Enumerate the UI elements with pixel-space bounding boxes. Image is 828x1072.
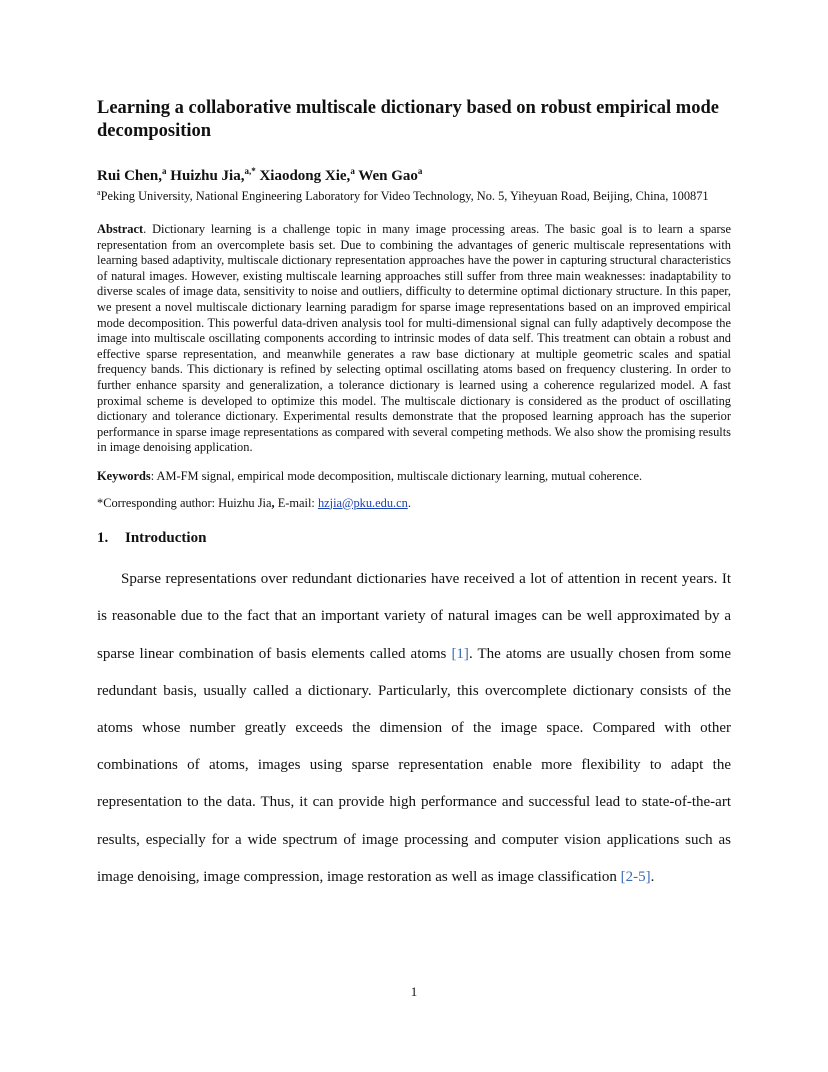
keywords-text: : AM-FM signal, empirical mode decomposition, multiscale dictionary learning, mutual coherence. — [150, 468, 643, 483]
corresponding-separator: , — [271, 495, 275, 510]
intro-paragraph — [97, 561, 731, 896]
author-list — [97, 167, 731, 185]
email-link[interactable]: hzjia@pku.edu.cn — [317, 495, 408, 510]
citation-link[interactable]: [2-5] — [620, 868, 651, 885]
paragraph-text: Sparse representations over redundant dictionaries have received a lot of attention in recent years. It is reasonable due to the fact that an important variety of natural images can be well approximated by a sparse linear combination of basis elements called atoms — [97, 571, 731, 662]
author-name: Wen Gao — [358, 168, 418, 184]
corresponding-author-name: *Corresponding author: Huizhu Jia — [97, 495, 272, 510]
author-affiliation-mark: a,* — [244, 166, 256, 176]
paragraph-text: . — [650, 868, 655, 885]
paragraph-text: . The atoms are usually chosen from some redundant basis, usually called a dictionary. Particularly, this overcomplete dictionary consists of the atoms whose number greatly exceeds the dimension of the image space. Compared with other combinations of atoms, images using sparse representation enable more flexibility to adapt the representation to the data. Thus, it can provide high performance and successful lead to state-of-the-art results, especially for a wide spectrum of image processing and computer vision applications such as image denoising, image compression, image restoration as well as image classification — [97, 645, 732, 885]
keywords-label: Keywords — [97, 468, 151, 483]
abstract-label: Abstract — [97, 222, 144, 236]
paper-page — [97, 97, 731, 911]
keywords — [97, 469, 731, 485]
author-affiliation-mark: a — [417, 166, 423, 176]
abstract-text: . Dictionary learning is a challenge topic in many image processing areas. The basic goal is to learn a sparse representation from an overcomplete basis set. Due to combining the advantages of generic multiscale representations with learning based adaptivity, multiscale dictionary representation approaches have the power in capturing structural characteristics of natural images. However, existing multiscale learning approaches still suffer from three main weaknesses: inadaptability to diverse scales of image data, sensitivity to noise and outliers, difficulty to determine optimal dictionary structure. In this paper, we present a novel multiscale dictionary learning paradigm for sparse image representations based on an improved empirical mode decomposition. This powerful data-driven analysis tool for multi-dimensional signal can fully adaptively decompose the image into multiscale oscillating components according to intrinsic modes of data self. This treatment can obtain a robust and effective sparse representation, and meanwhile generates a raw base dictionary at multiple geometric scales and spatial frequency bands. This dictionary is refined by selecting optimal oscillating atoms based on frequency clustering. In order to further enhance sparsity and generalization, a tolerance dictionary is learned using a coherence regularized model. A fast proximal scheme is developed to optimize this model. The multiscale dictionary is considered as the product of oscillating dictionary and tolerance dictionary. Experimental results demonstrate that the proposed learning approach has the superior performance in sparse image representations as compared with several competing methods. We also show the promising results in image denoising application. — [97, 222, 731, 455]
citation-link[interactable]: [1] — [451, 645, 469, 662]
section-heading — [97, 529, 731, 547]
author-affiliation-mark: a — [162, 166, 167, 176]
affiliation-mark: a — [97, 187, 101, 197]
corresponding-suffix: . — [407, 495, 411, 510]
section-number: 1. — [97, 530, 109, 547]
corresponding-author — [97, 496, 731, 512]
affiliation — [97, 188, 731, 204]
email-label: E-mail: — [274, 495, 318, 510]
page-number: 1 — [410, 984, 418, 999]
author-name: Huizhu Jia, — [170, 168, 245, 184]
affiliation-text: Peking University, National Engineering Laboratory for Video Technology, No. 5, Yiheyuan Road, Beijing, China, 100871 — [100, 189, 709, 203]
author-affiliation-mark: a — [350, 166, 355, 176]
author-name: Rui Chen, — [97, 168, 163, 184]
paper-title: Learning a collaborative multiscale dictionary based on robust empirical mode decomposition — [97, 98, 719, 141]
section-title: Introduction — [125, 530, 207, 547]
author-name: Xiaodong Xie, — [259, 168, 351, 184]
abstract — [97, 222, 731, 456]
